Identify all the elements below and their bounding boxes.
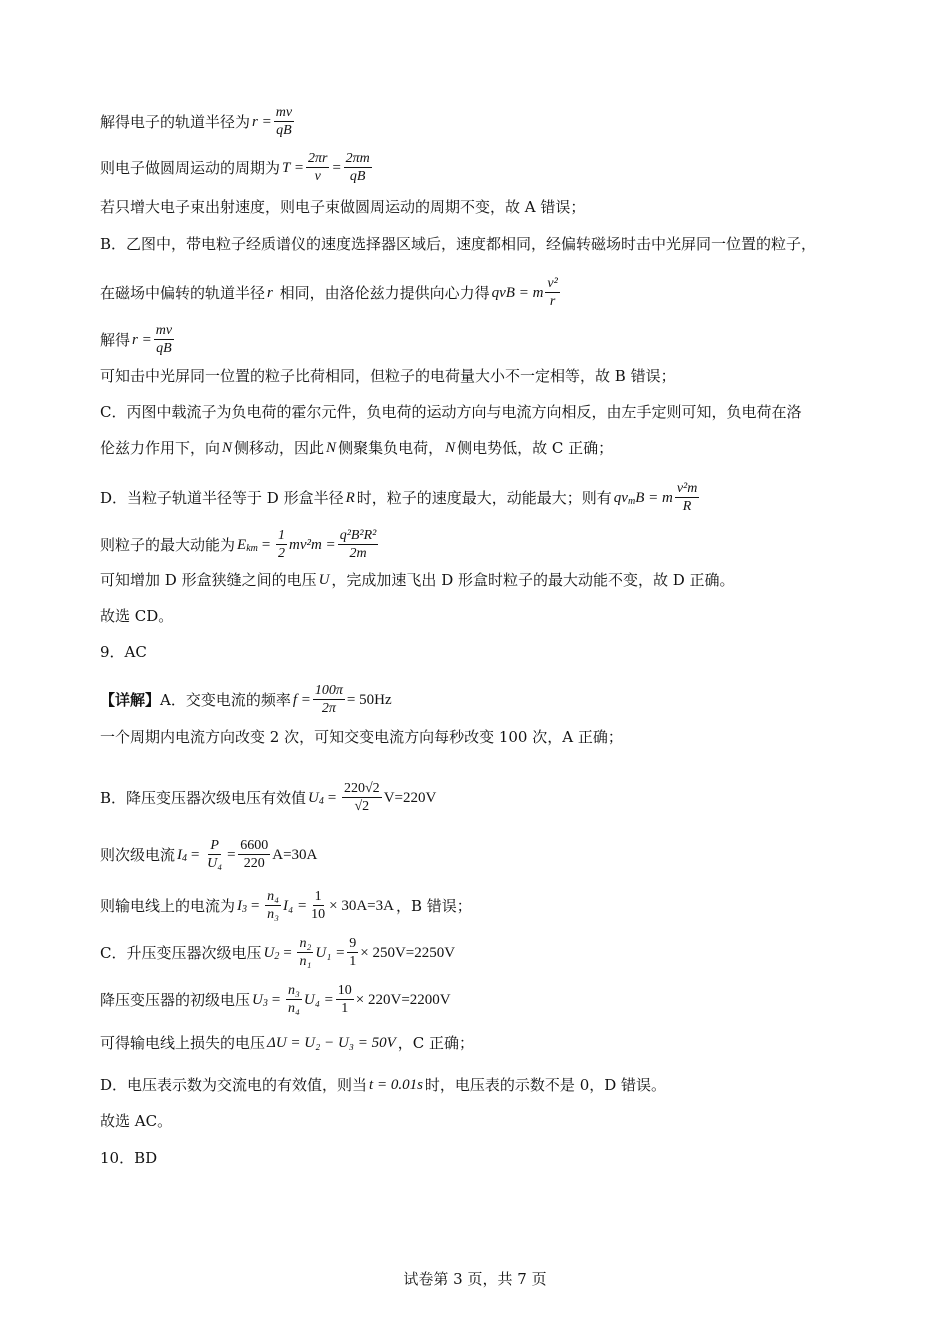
- numerator: q²B²R²: [339, 528, 377, 543]
- detail-tag: 【详解】: [100, 690, 161, 709]
- formula-result: × 220V=2200V: [355, 991, 451, 1008]
- fraction: [286, 982, 302, 1017]
- numerator: 1: [277, 528, 285, 543]
- equals-sign: =: [190, 846, 201, 863]
- fraction: [205, 837, 224, 872]
- formula-result: A=30A: [272, 846, 318, 863]
- solution-line: [100, 982, 860, 1017]
- solution-line: [100, 1075, 860, 1095]
- solution-line: [100, 150, 860, 185]
- line-text: 则次级电流: [100, 845, 176, 864]
- question-answer: [100, 642, 860, 662]
- page-footer: 试卷第 3 页，共 7 页: [403, 1270, 547, 1288]
- solution-line: [100, 935, 860, 970]
- formula: [237, 527, 380, 562]
- variable: r: [267, 284, 273, 301]
- denominator: qB: [349, 169, 366, 184]
- formula-part: U: [263, 944, 275, 961]
- numerator: n₂: [299, 936, 312, 951]
- formula: [492, 275, 562, 310]
- line-text: 相同，由洛伦兹力提供向心力得: [274, 283, 490, 302]
- denominator: U₄: [207, 856, 223, 871]
- fraction: [347, 935, 358, 970]
- line-text: 可知击中光屏同一位置的粒子比荷相同，但粒子的电荷量大小不一定相等，故 B 错误；: [100, 367, 676, 385]
- line-text: A．交变电流的频率: [160, 690, 291, 709]
- formula-result: = 50Hz: [346, 691, 392, 708]
- solution-line: [100, 366, 860, 386]
- formula-lhs: T =: [282, 159, 304, 176]
- equals-sign: =: [326, 789, 337, 806]
- line-text: 则输电线上的电流为: [100, 896, 236, 915]
- equals-sign: =: [260, 536, 271, 553]
- solution-line: [100, 438, 860, 458]
- solution-line: [100, 606, 860, 626]
- solution-line: [100, 682, 860, 717]
- line-text: 一个周期内电流方向改变 2 次，可知交变电流方向每秒改变 100 次，A 正确；: [100, 728, 623, 746]
- line-text: C．升压变压器次级电压: [100, 943, 262, 962]
- formula: [308, 780, 436, 815]
- equals-sign: =: [250, 897, 261, 914]
- numerator: 1: [314, 889, 322, 904]
- denominator: qB: [156, 341, 172, 356]
- solution-line: [100, 1111, 860, 1131]
- subscript: m: [627, 495, 636, 507]
- denominator: v: [314, 169, 321, 184]
- fraction: [338, 527, 379, 562]
- denominator: 2m: [349, 546, 367, 561]
- numerator: 6600: [240, 838, 269, 853]
- line-text: 降压变压器的初级电压: [100, 990, 251, 1009]
- subscript: 3: [242, 903, 248, 915]
- formula-part: U: [308, 789, 319, 806]
- line-text: 解得: [100, 330, 131, 349]
- formula: [614, 480, 702, 515]
- formula: [132, 322, 176, 357]
- solution-line: [100, 527, 860, 562]
- subscript: 2: [274, 950, 280, 962]
- line-text: 侧电势低，故 C 正确；: [457, 439, 614, 457]
- fraction: [309, 888, 327, 923]
- formula: [237, 888, 394, 923]
- formula: ΔU = U₂ − U₃ = 50V: [267, 1035, 396, 1051]
- solution-line: [100, 322, 860, 357]
- line-text: 若只增大电子束出射速度，则电子束做圆周运动的周期不变，故 A 错误；: [100, 198, 586, 216]
- line-text: 故选 AC。: [100, 1112, 173, 1130]
- solution-line: [100, 104, 860, 139]
- line-text: ，B 错误；: [395, 896, 472, 915]
- solution-line: [100, 234, 860, 254]
- fraction: [238, 837, 270, 872]
- numerator: n₃: [287, 983, 300, 998]
- line-text: 解得电子的轨道半径为: [100, 112, 251, 131]
- line-text: 在磁场中偏转的轨道半径: [100, 283, 266, 302]
- variable: U: [318, 572, 330, 588]
- denominator: 2π: [321, 701, 336, 716]
- subscript: 4: [318, 795, 324, 807]
- line-text: ，完成加速飞出 D 形盒时粒子的最大动能不变，故 D 正确。: [331, 571, 735, 589]
- numerator: v²m: [676, 481, 698, 496]
- fraction: [545, 275, 559, 310]
- denominator: 1: [349, 954, 357, 969]
- denominator: 220: [243, 856, 265, 871]
- line-text: 则粒子的最大动能为: [100, 535, 236, 554]
- numerator: v²: [547, 276, 558, 291]
- numerator: n₄: [267, 889, 280, 904]
- numerator: mv: [155, 323, 173, 338]
- formula: [293, 682, 392, 717]
- denominator: √2: [354, 799, 370, 814]
- formula-part: U₄ =: [303, 991, 334, 1008]
- fraction: [306, 150, 329, 185]
- denominator: 2: [277, 546, 285, 561]
- solution-line: [100, 570, 860, 590]
- formula-part: I: [237, 897, 243, 914]
- denominator: 10: [311, 907, 326, 922]
- formula-result: × 30A=3A: [329, 897, 394, 914]
- variable: N: [445, 440, 456, 456]
- denominator: qB: [276, 123, 292, 138]
- formula-part: I: [177, 846, 183, 863]
- denominator: n₃: [267, 907, 280, 922]
- denominator: r: [549, 294, 556, 309]
- line-text: ，C 正确；: [397, 1034, 475, 1052]
- variable: N: [326, 440, 337, 456]
- line-text: D．当粒子轨道半径等于 D 形盒半径: [100, 488, 344, 507]
- equals-sign: =: [331, 159, 342, 176]
- fraction: [265, 888, 281, 923]
- solution-line: [100, 402, 860, 422]
- equals-sign: =: [270, 991, 281, 1008]
- line-text: B．乙图中，带电粒子经质谱仪的速度选择器区域后，速度都相同，经偏转磁场时击中光屏同一位置的粒子，: [100, 235, 817, 253]
- denominator: 1: [341, 1001, 349, 1016]
- formula-lhs: f =: [292, 691, 311, 708]
- subscript: 4: [182, 852, 188, 864]
- fraction: [276, 527, 287, 562]
- line-text: 故选 CD。: [100, 607, 174, 625]
- line-text: 伦兹力作用下，向: [100, 439, 221, 457]
- solution-line: [100, 275, 860, 310]
- line-text: 则电子做圆周运动的周期为: [100, 158, 281, 177]
- subscript: km: [246, 542, 258, 554]
- formula: [282, 150, 374, 185]
- line-text: 9．AC: [100, 643, 147, 661]
- fraction: [313, 682, 345, 717]
- line-text: 侧移动，因此: [234, 439, 325, 457]
- formula-part: mv²m =: [288, 536, 336, 553]
- line-text: 10．BD: [100, 1149, 158, 1167]
- numerator: 2πm: [345, 151, 370, 166]
- fraction: [297, 935, 313, 970]
- line-text: 可得输电线上损失的电压: [100, 1034, 266, 1052]
- numerator: P: [210, 838, 219, 853]
- line-text: B．降压变压器次级电压有效值: [100, 788, 307, 807]
- fraction: [342, 780, 382, 815]
- formula-part: E: [237, 536, 247, 553]
- formula-result: V=220V: [383, 789, 437, 806]
- formula-part: B = m: [635, 489, 673, 506]
- solution-line: [100, 727, 860, 747]
- solution-line: [100, 837, 860, 872]
- formula-part: U₁ =: [315, 944, 346, 961]
- numerator: 10: [337, 983, 352, 998]
- denominator: R: [682, 499, 692, 514]
- solution-line: [100, 1033, 860, 1053]
- line-text: C．丙图中载流子为负电荷的霍尔元件，负电荷的运动方向与电流方向相反，由左手定则可知，负电荷在洛: [100, 403, 802, 421]
- solution-line: [100, 780, 860, 815]
- solution-line: [100, 197, 860, 217]
- equals-sign: =: [226, 846, 237, 863]
- solution-line: [100, 888, 860, 923]
- numerator: 220√2: [344, 781, 380, 796]
- formula: [252, 982, 451, 1017]
- fraction: [274, 104, 294, 139]
- variable: N: [222, 440, 233, 456]
- numerator: 9: [349, 936, 357, 951]
- variable: R: [345, 489, 355, 506]
- formula-result: × 250V=2250V: [360, 944, 456, 961]
- formula-part: qv: [613, 489, 628, 506]
- formula-lhs: r =: [252, 113, 272, 130]
- fraction: [344, 150, 372, 185]
- numerator: 100π: [314, 683, 343, 698]
- equals-sign: =: [282, 944, 293, 961]
- numerator: 2πr: [307, 151, 328, 166]
- line-text: 可知增加 D 形盒狭缝之间的电压: [100, 571, 317, 589]
- subscript: 3: [262, 997, 268, 1009]
- line-text: 侧聚集负电荷，: [338, 439, 444, 457]
- formula-part: I₄ =: [283, 897, 308, 914]
- formula-lhs: r =: [132, 331, 152, 348]
- fraction: [675, 480, 700, 515]
- denominator: n₄: [287, 1001, 300, 1016]
- line-text: D．电压表示数为交流电的有效值，则当: [100, 1076, 368, 1094]
- formula: [263, 935, 455, 970]
- fraction: [154, 322, 174, 357]
- formula: [177, 837, 317, 872]
- line-text: 时，粒子的速度最大，动能最大；则有: [356, 488, 612, 507]
- denominator: n₁: [299, 954, 312, 969]
- question-answer: [100, 1148, 860, 1168]
- fraction: [336, 982, 354, 1017]
- formula-part: U: [252, 991, 263, 1008]
- formula-lhs: qvB = m: [491, 284, 544, 301]
- formula: t = 0.01s: [369, 1077, 423, 1093]
- line-text: 时，电压表的示数不是 0，D 错误。: [424, 1076, 667, 1094]
- formula: [252, 104, 296, 139]
- numerator: mv: [275, 105, 293, 120]
- solution-line: [100, 480, 860, 515]
